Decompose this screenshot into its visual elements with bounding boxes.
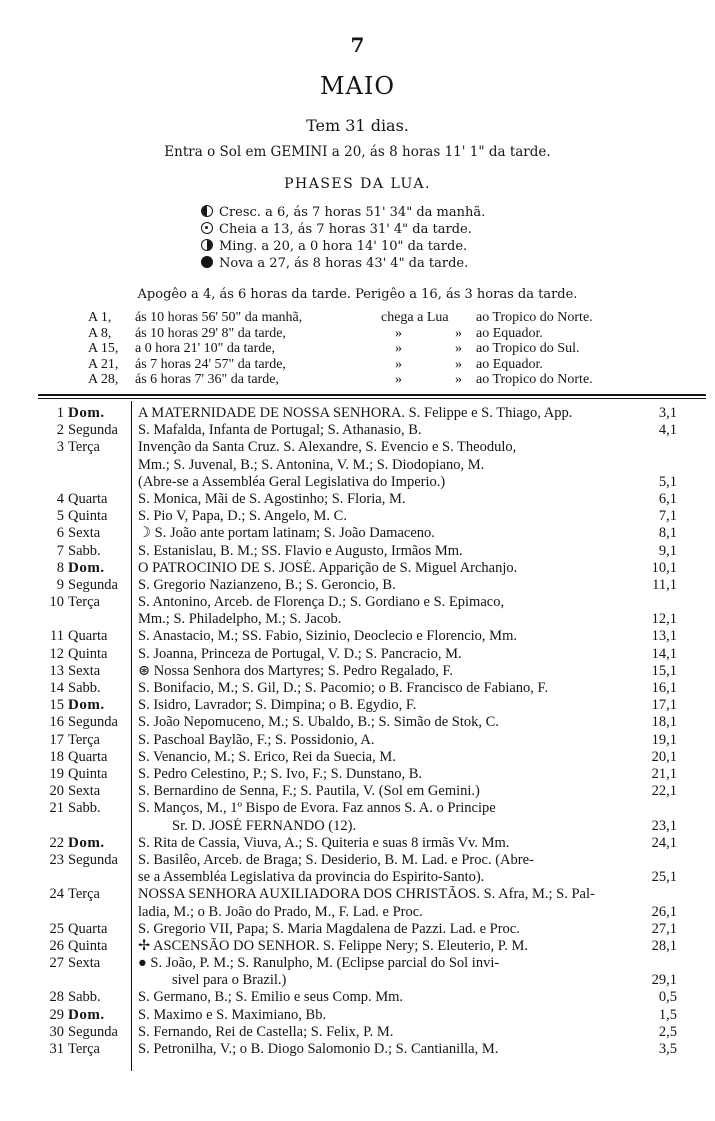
- calendar-row: [0, 646, 715, 663]
- calendar-row: [0, 800, 715, 834]
- calendar-row: [0, 938, 715, 955]
- saints-line: S. Pio V, Papa, D.; S. Angelo, M. C.: [138, 508, 347, 525]
- moon-age: 3,5: [658, 1041, 677, 1058]
- phase-text: Nova a 27, ás 8 horas 43' 4" da tarde.: [219, 256, 469, 271]
- saints-text: [138, 543, 642, 560]
- saints-line: ladia, M.; o B. João do Prado, M., F. Lad. e Proc.: [138, 903, 423, 920]
- moon-age: 22,1: [651, 783, 677, 800]
- day-number: 9: [56, 576, 64, 593]
- phase-row: [201, 204, 485, 221]
- saints-line: S. Petronilha, V.; o B. Diogo Salomonio D.; S. Cantianilla, M.: [138, 1041, 499, 1058]
- saints-line: ☽ S. João ante portam latinam; S. João Damaceno.: [138, 525, 435, 542]
- saints-text: [138, 749, 642, 766]
- ditto-mark: »: [455, 356, 462, 372]
- weekday: Segunda: [68, 576, 118, 593]
- tropic-date: A 8,: [88, 325, 112, 341]
- saints-line: sivel para o Brazil.): [172, 972, 287, 989]
- saints-text: [138, 921, 642, 938]
- saints-line: S. Bonifacio, M.; S. Gil, D.; S. Pacomio; o B. Francisco de Fabiano, F.: [138, 680, 549, 697]
- moon-age: 29,1: [651, 972, 677, 989]
- moon-age: 24,1: [651, 834, 677, 851]
- saints-line: S. Fernando, Rei de Castella; S. Felix, P. M.: [138, 1023, 394, 1040]
- saints-text: [138, 525, 642, 542]
- weekday: Quarta: [68, 490, 108, 507]
- tropic-row: [88, 357, 648, 373]
- day-number: 27: [49, 955, 64, 972]
- weekday: Segunda: [68, 714, 118, 731]
- ditto-mark: »: [395, 372, 402, 387]
- saints-line: Mm.; S. Juvenal, B.; S. Antonina, V. M.; S. Diodopiano, M.: [138, 456, 485, 473]
- saints-text: [138, 697, 642, 714]
- moon-age: 28,1: [651, 937, 677, 954]
- tropic-time: a 0 hora 21' 10" da tarde,: [135, 341, 276, 356]
- new-moon-icon: [201, 256, 213, 268]
- saints-text: [138, 955, 642, 989]
- day-number: 15: [49, 697, 64, 714]
- day-number: 16: [49, 714, 64, 731]
- weekday: Segunda: [68, 851, 118, 868]
- saints-line: S. Maximo e S. Maximiano, Bb.: [138, 1006, 327, 1023]
- weekday: Dom.: [68, 1006, 105, 1023]
- saints-line: S. Rita de Cassia, Viuva, A.; S. Quiteria e suas 8 irmãs Vv. Mm.: [138, 834, 510, 851]
- saints-line: S. Pedro Celestino, P.; S. Ivo, F.; S. Dunstano, B.: [138, 765, 423, 782]
- moon-age: 20,1: [651, 748, 677, 765]
- saints-text: [138, 508, 642, 525]
- moon-age: 26,1: [651, 903, 677, 920]
- saints-line: S. Venancio, M.; S. Erico, Rei da Suecia, M.: [138, 748, 396, 765]
- moon-age: 9,1: [658, 542, 677, 559]
- weekday: Sabb.: [68, 542, 101, 559]
- tropic-dest: ao Tropico do Norte.: [476, 372, 593, 387]
- day-number: 17: [49, 731, 64, 748]
- weekday: Segunda: [68, 422, 118, 439]
- saints-text: [138, 1007, 642, 1024]
- day-number: 5: [56, 508, 64, 525]
- saints-text: [138, 560, 642, 577]
- saints-text: [138, 766, 642, 783]
- calendar-row: [0, 697, 715, 714]
- saints-text: [138, 680, 642, 697]
- weekday: Dom.: [68, 834, 105, 851]
- saints-line: ● S. João, P. M.; S. Ranulpho, M. (Eclipse parcial do Sol invi-: [138, 955, 500, 972]
- saints-text: [138, 852, 642, 886]
- saints-line: S. Mafalda, Infanta de Portugal; S. Athanasio, B.: [138, 422, 422, 439]
- tropic-dest: ao Equador.: [476, 356, 543, 372]
- day-number: 3: [56, 439, 64, 456]
- weekday: Sexta: [68, 662, 101, 679]
- saints-text: [138, 628, 642, 645]
- moon-age: 17,1: [651, 697, 677, 714]
- waning-moon-icon: [201, 239, 213, 251]
- calendar-row: [0, 1024, 715, 1041]
- moon-age: 11,1: [652, 576, 677, 593]
- calendar-row: [0, 439, 715, 491]
- moon-age: 23,1: [651, 817, 677, 834]
- calendar-row: [0, 783, 715, 800]
- day-number: 31: [49, 1041, 64, 1058]
- saints-line: S. Monica, Mãi de S. Agostinho; S. Floria, M.: [138, 490, 406, 507]
- day-number: 25: [49, 920, 64, 937]
- day-number: 18: [49, 748, 64, 765]
- day-number: 20: [49, 783, 64, 800]
- day-number: 29: [49, 1006, 64, 1023]
- ditto-mark: »: [455, 325, 462, 341]
- day-number: 8: [56, 559, 64, 576]
- calendar-row: [0, 749, 715, 766]
- saints-text: [138, 1041, 642, 1058]
- weekday: Dom.: [68, 697, 105, 714]
- day-number: 21: [49, 800, 64, 817]
- weekday: Sabb.: [68, 800, 101, 817]
- calendar-row: [0, 852, 715, 886]
- saints-text: [138, 491, 642, 508]
- calendar-row: [0, 525, 715, 542]
- moon-age: 12,1: [651, 611, 677, 628]
- day-number: 19: [49, 765, 64, 782]
- moon-age: 15,1: [651, 662, 677, 679]
- phase-row: [201, 221, 485, 238]
- phase-text: Cheia a 13, ás 7 horas 31' 4" da tarde.: [219, 222, 472, 237]
- calendar-row: [0, 955, 715, 989]
- calendar-row: [0, 989, 715, 1006]
- ditto-mark: »: [455, 341, 462, 356]
- calendar-row: [0, 594, 715, 628]
- weekday: Quinta: [68, 937, 108, 954]
- day-number: 7: [56, 542, 64, 559]
- moon-age: 7,1: [658, 508, 677, 525]
- moon-age: 10,1: [651, 559, 677, 576]
- weekday: Sexta: [68, 525, 101, 542]
- saints-line: ✢ ASCENSÃO DO SENHOR. S. Felippe Nery; S. Eleuterio, P. M.: [138, 937, 528, 954]
- calendar-row: [0, 663, 715, 680]
- moon-age: 3,1: [658, 405, 677, 421]
- calendar-row: [0, 508, 715, 525]
- calendar-row: [0, 422, 715, 439]
- saints-line: S. Antonino, Arceb. de Florença D.; S. Gordiano e S. Epimaco,: [138, 594, 505, 611]
- tropic-date: A 21,: [88, 356, 119, 372]
- saints-line: A MATERNIDADE DE NOSSA SENHORA. S. Felippe e S. Thiago, App.: [138, 405, 573, 421]
- tropic-time: ás 10 horas 29' 8" da tarde,: [135, 325, 286, 341]
- moon-age: 13,1: [651, 628, 677, 645]
- tropic-dest: ao Tropico do Norte.: [476, 310, 593, 325]
- saints-line: S. Bernardino de Senna, F.; S. Pautila, V. (Sol em Gemini.): [138, 783, 480, 800]
- crescent-moon-icon: [201, 205, 213, 217]
- calendar-row: [0, 628, 715, 645]
- weekday: Sexta: [68, 955, 101, 972]
- saints-line: S. Joanna, Princeza de Portugal, V. D.; S. Pancracio, M.: [138, 645, 462, 662]
- weekday: Quinta: [68, 508, 108, 525]
- saints-text: [138, 646, 642, 663]
- saints-line: O PATROCINIO DE S. JOSÉ. Apparição de S. Miguel Archanjo.: [138, 559, 518, 576]
- page-number: 7: [350, 33, 365, 57]
- tropic-time: ás 10 horas 56' 50" da manhã,: [135, 310, 303, 325]
- day-number: 22: [49, 834, 64, 851]
- day-number: 4: [56, 490, 64, 507]
- saints-text: [138, 732, 642, 749]
- day-number: 26: [49, 937, 64, 954]
- saints-text: [138, 800, 642, 834]
- phase-row: [201, 255, 485, 272]
- saints-text: [138, 405, 642, 422]
- day-number: 6: [56, 525, 64, 542]
- weekday: Dom.: [68, 559, 105, 576]
- saints-text: [138, 439, 642, 491]
- moon-age: 5,1: [658, 473, 677, 490]
- calendar-row: [0, 577, 715, 594]
- saints-text: [138, 835, 642, 852]
- day-number: 23: [49, 851, 64, 868]
- phase-text: Ming. a 20, a 0 hora 14' 10" da tarde.: [219, 239, 468, 254]
- saints-line: Invenção da Santa Cruz. S. Alexandre, S. Evencio e S. Theodulo,: [138, 439, 517, 456]
- day-number: 24: [49, 886, 64, 903]
- moon-age: 14,1: [651, 645, 677, 662]
- table-rule: [38, 398, 706, 399]
- saints-line: Sr. D. JOSÉ FERNANDO (12).: [172, 817, 357, 834]
- weekday: Dom.: [68, 405, 105, 421]
- saints-line: S. Basilêo, Arceb. de Braga; S. Desiderio, B. M. Lad. e Proc. (Abre-: [138, 851, 534, 868]
- weekday: Quarta: [68, 748, 108, 765]
- saints-text: [138, 938, 642, 955]
- moon-age: 2,5: [658, 1023, 677, 1040]
- day-number: 28: [49, 989, 64, 1006]
- day-number: 13: [49, 662, 64, 679]
- saints-line: S. Manços, M., 1º Bispo de Evora. Faz annos S. A. o Principe: [138, 800, 496, 817]
- moon-age: 8,1: [658, 525, 677, 542]
- saints-line: se a Assembléa Legislativa da provincia do Espirito-Santo).: [138, 869, 485, 886]
- weekday: Segunda: [68, 1023, 118, 1040]
- ditto-mark: »: [455, 372, 462, 387]
- saints-text: [138, 1024, 642, 1041]
- saints-line: NOSSA SENHORA AUXILIADORA DOS CHRISTÃOS. S. Afra, M.; S. Pal-: [138, 886, 595, 903]
- moon-age: 25,1: [651, 869, 677, 886]
- weekday: Terça: [68, 439, 100, 456]
- moon-age: 16,1: [651, 680, 677, 697]
- day-number: 11: [50, 628, 64, 645]
- saints-line: S. Gregorio VII, Papa; S. Maria Magdalena de Pazzi. Lad. e Proc.: [138, 920, 520, 937]
- saints-line: S. Anastacio, M.; SS. Fabio, Sizinio, Deoclecio e Florencio, Mm.: [138, 628, 517, 645]
- tropic-dest: ao Equador.: [476, 325, 543, 341]
- tropic-row: [88, 372, 648, 388]
- calendar-row: [0, 491, 715, 508]
- moon-age: 19,1: [651, 731, 677, 748]
- saints-text: [138, 886, 642, 920]
- moon-age: 0,5: [658, 989, 677, 1006]
- calendar-row: [0, 766, 715, 783]
- weekday: Sabb.: [68, 989, 101, 1006]
- calendar-row: [0, 732, 715, 749]
- tropic-row: [88, 341, 648, 357]
- calendar-table: [0, 405, 715, 1058]
- phases-title: PHASES DA LUA.: [284, 176, 431, 192]
- saints-text: [138, 663, 642, 680]
- day-number: 10: [49, 594, 64, 611]
- saints-line: S. Germano, B.; S. Emilio e seus Comp. Mm.: [138, 989, 404, 1006]
- weekday: Terça: [68, 886, 100, 903]
- weekday: Quinta: [68, 645, 108, 662]
- calendar-row: [0, 1007, 715, 1024]
- tropic-row: [88, 326, 648, 342]
- calendar-row: [0, 543, 715, 560]
- saints-line: S. Paschoal Baylão, F.; S. Possidonio, A.: [138, 731, 375, 748]
- calendar-row: [0, 921, 715, 938]
- saints-line: (Abre-se a Assembléa Geral Legislativa do Imperio.): [138, 473, 446, 490]
- saints-line: S. João Nepomuceno, M.; S. Ubaldo, B.; S. Simão de Stok, C.: [138, 714, 499, 731]
- tropic-verb: chega a Lua: [381, 310, 449, 325]
- weekday: Sabb.: [68, 680, 101, 697]
- saints-line: S. Isidro, Lavrador; S. Dimpina; o B. Egydio, F.: [138, 697, 417, 714]
- calendar-row: [0, 405, 715, 422]
- saints-text: [138, 577, 642, 594]
- weekday: Terça: [68, 594, 100, 611]
- saints-line: Mm.; S. Philadelpho, M.; S. Jacob.: [138, 611, 342, 628]
- phase-row: [201, 238, 485, 255]
- weekday: Terça: [68, 731, 100, 748]
- month-title: MAIO: [319, 72, 396, 100]
- ditto-mark: »: [395, 325, 402, 341]
- day-number: 30: [49, 1023, 64, 1040]
- weekday: Sexta: [68, 783, 101, 800]
- phase-text: Cresc. a 6, ás 7 horas 51' 34" da manhã.: [219, 205, 486, 220]
- saints-text: [138, 594, 642, 628]
- moon-age: 1,5: [658, 1006, 677, 1023]
- days-count: Tem 31 dias.: [306, 116, 409, 135]
- tropic-table: [88, 310, 648, 388]
- weekday: Terça: [68, 1041, 100, 1058]
- moon-age: 6,1: [658, 490, 677, 507]
- tropic-time: ás 6 horas 7' 36" da tarde,: [135, 372, 279, 387]
- tropic-date: A 15,: [88, 341, 119, 356]
- full-moon-icon: [201, 222, 213, 234]
- weekday: Quarta: [68, 920, 108, 937]
- weekday: Quinta: [68, 765, 108, 782]
- saints-text: [138, 989, 642, 1006]
- tropic-row: [88, 310, 648, 326]
- calendar-row: [0, 714, 715, 731]
- day-number: 12: [49, 645, 64, 662]
- saints-line: S. Estanislau, B. M.; SS. Flavio e Augusto, Irmãos Mm.: [138, 542, 463, 559]
- saints-text: [138, 422, 642, 439]
- table-rule: [38, 394, 706, 396]
- moon-age: 21,1: [651, 765, 677, 782]
- moon-age: 27,1: [651, 920, 677, 937]
- moon-age: 18,1: [651, 714, 677, 731]
- calendar-row: [0, 560, 715, 577]
- saints-text: [138, 783, 642, 800]
- sun-entry: Entra o Sol em GEMINI a 20, ás 8 horas 11' 1" da tarde.: [164, 144, 551, 160]
- day-number: 14: [49, 680, 64, 697]
- tropic-time: ás 7 horas 24' 57" da tarde,: [135, 356, 286, 372]
- saints-line: ⊛ Nossa Senhora dos Martyres; S. Pedro Regalado, F.: [138, 662, 454, 679]
- calendar-row: [0, 835, 715, 852]
- calendar-row: [0, 886, 715, 920]
- weekday: Quarta: [68, 628, 108, 645]
- tropic-dest: ao Tropico do Sul.: [476, 341, 580, 356]
- saints-line: S. Gregorio Nazianzeno, B.; S. Geroncio, B.: [138, 576, 396, 593]
- apogee-perigee: Apogêo a 4, ás 6 horas da tarde. Perigêo a 16, ás 3 horas da tarde.: [137, 287, 578, 302]
- calendar-row: [0, 1041, 715, 1058]
- moon-age: 4,1: [658, 422, 677, 439]
- ditto-mark: »: [395, 341, 402, 356]
- ditto-mark: »: [395, 356, 402, 372]
- day-number: 2: [56, 422, 64, 439]
- moon-phases: [201, 204, 485, 272]
- tropic-date: A 28,: [88, 372, 119, 387]
- saints-text: [138, 714, 642, 731]
- day-number: 1: [56, 405, 64, 421]
- calendar-row: [0, 680, 715, 697]
- tropic-date: A 1,: [88, 310, 112, 325]
